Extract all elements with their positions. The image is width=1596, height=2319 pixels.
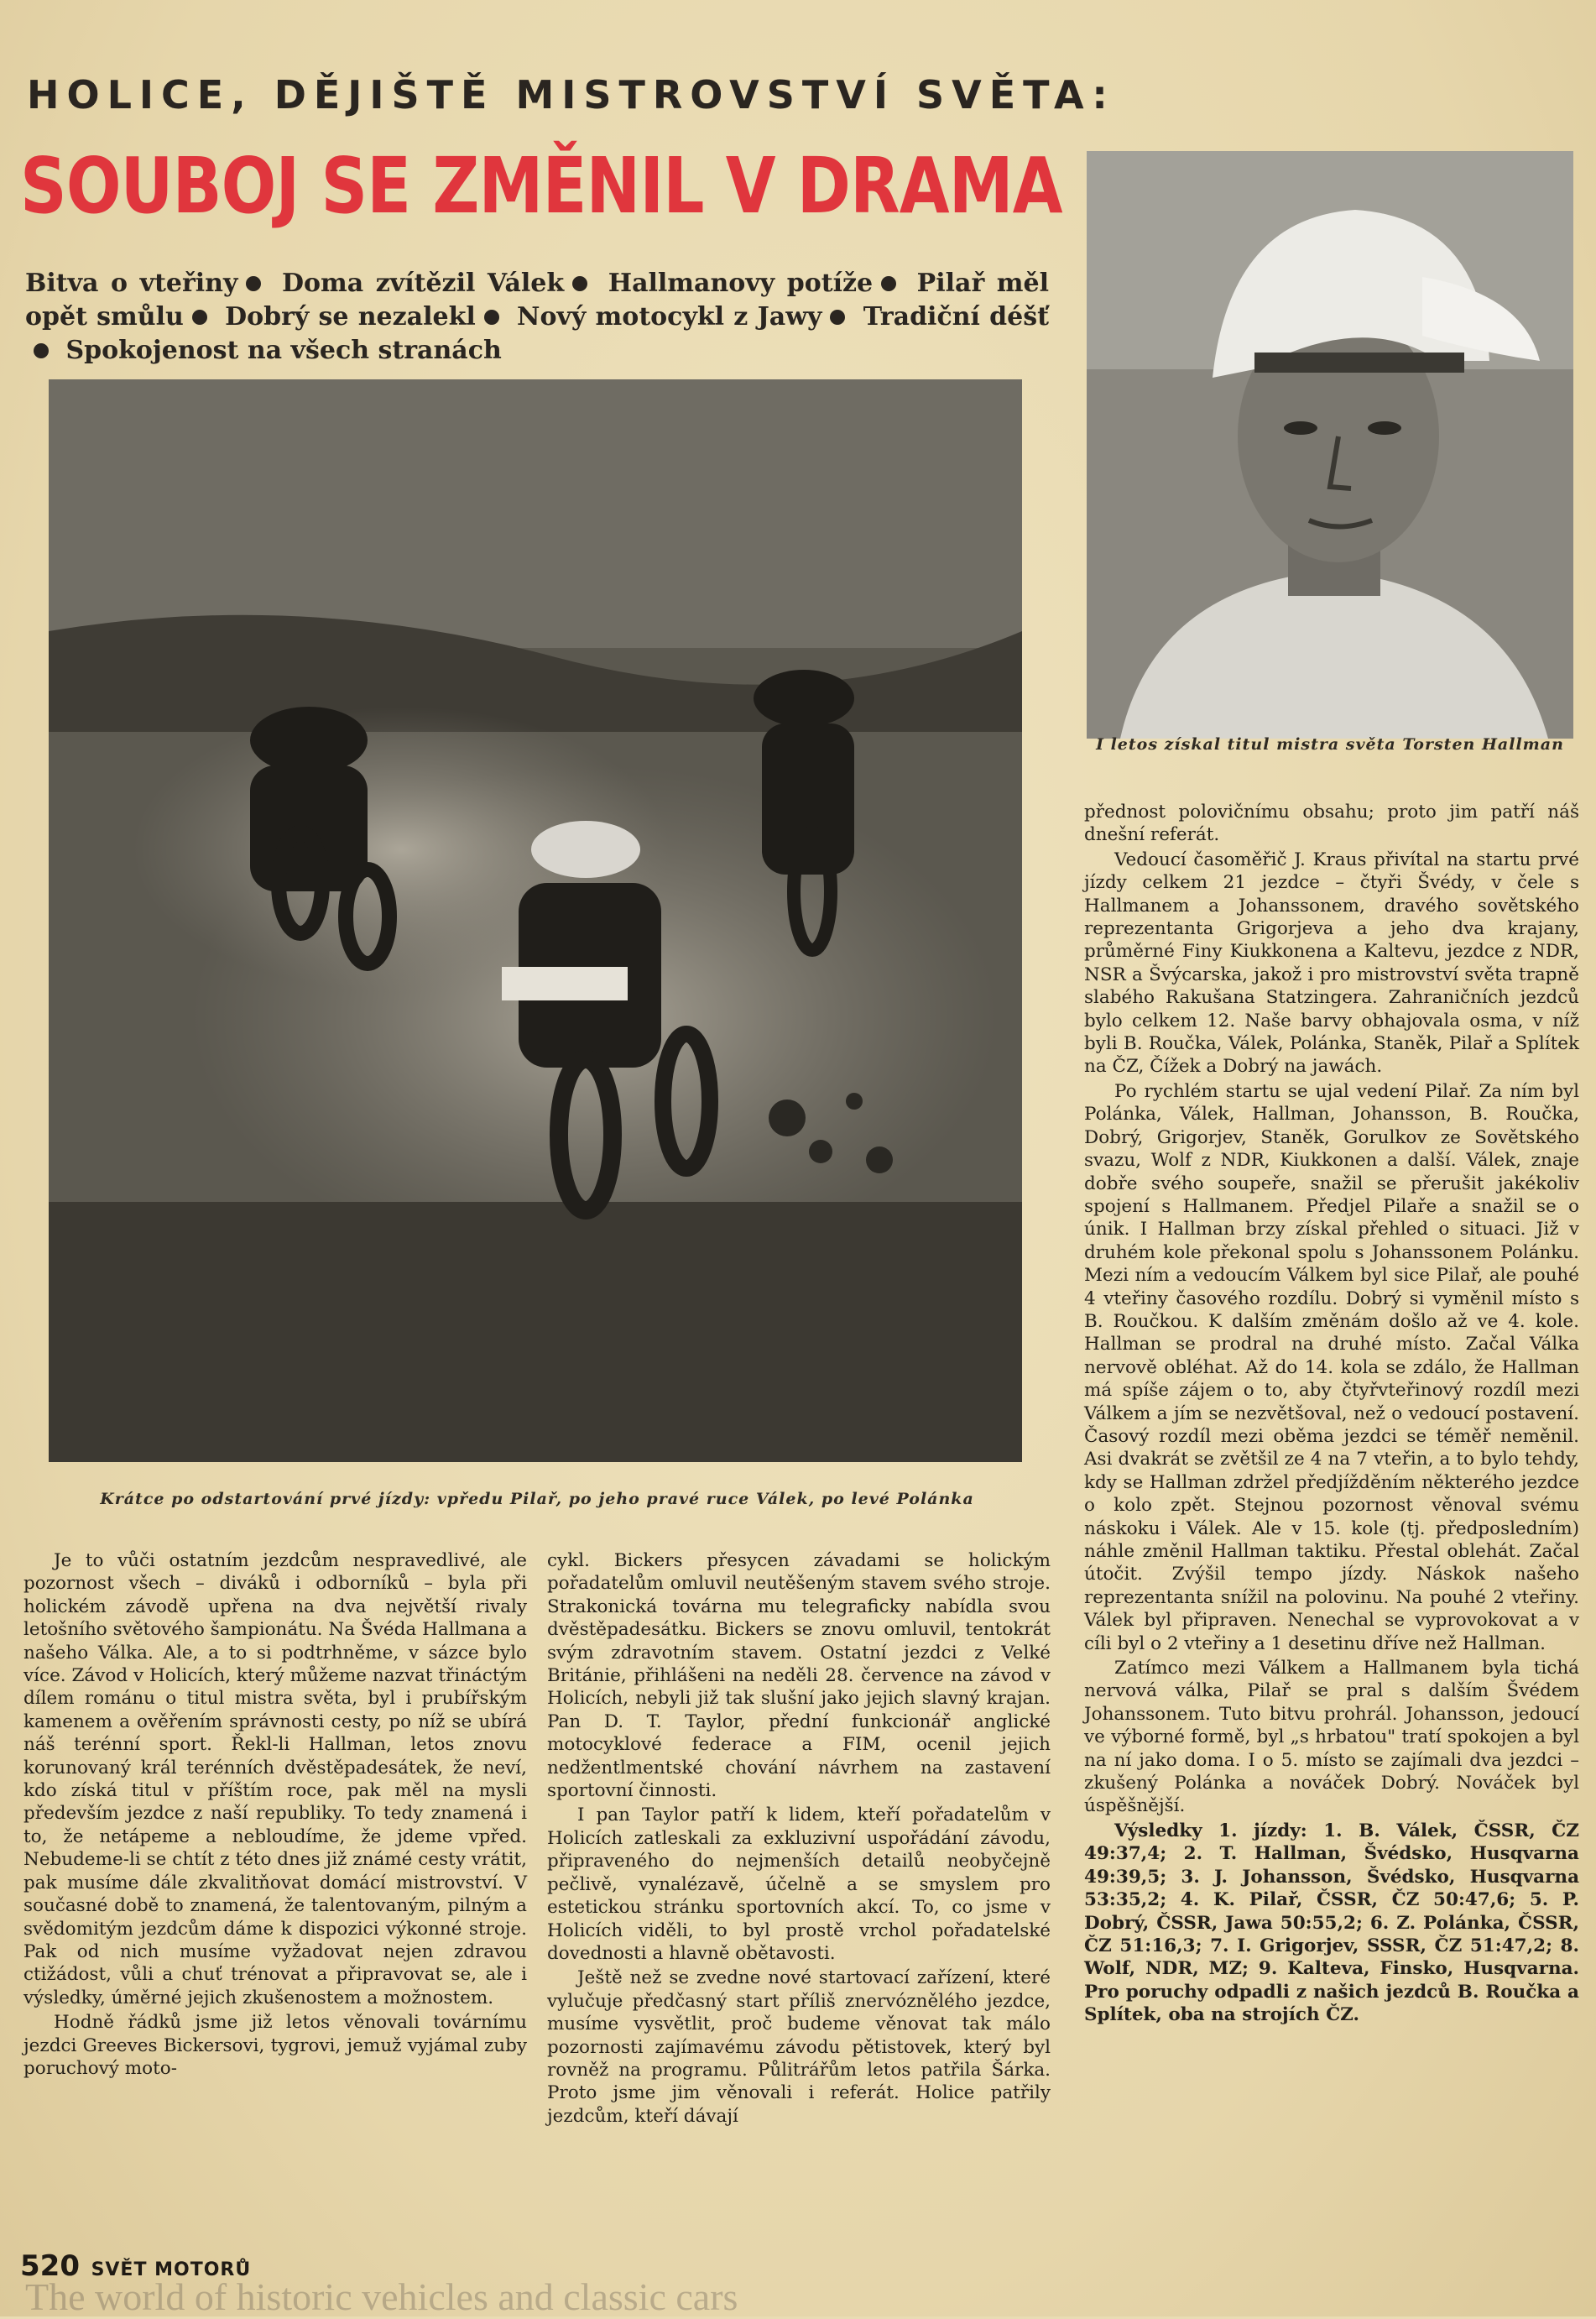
bullet-icon	[34, 343, 49, 358]
bullet-icon	[484, 310, 499, 325]
bullet-icon	[192, 310, 207, 325]
paragraph: cykl. Bickers přesycen závadami se holickým pořadatelům omluvil neutěšeným stavem svého stroje. Strakonická továrna mu telegraficky nabídla svou dvěstěpadesátku. Bickers se znovu omluvil, tentokrát svým zdravotním stavem. Ostatní jezdci z Velké Británie, přihlášeni na neděli 28. července na závod v Holicích, nebyli již tak slušní jako jejich slavný krajan. Pan D. T. Taylor, přední funkcionář anglické motocyklové federace a FIM, ocenil jejich nedžentlmentské chování návrhem na zastavení sportovní činnosti.	[547, 1550, 1051, 1802]
deck-item: Bitva o vteřiny	[25, 269, 238, 298]
watermark-tagline: The world of historic vehicles and classic cars	[25, 2275, 738, 2318]
bullet-icon	[830, 310, 845, 325]
article-column-3	[1084, 801, 1579, 2027]
paragraph: Vedoucí časoměřič J. Kraus přivítal na startu prvé jízdy celkem 21 jezdce – čtyři Švédy, v čele s Hallmanem a Johanssonem, dravého sovětského reprezentanta Grigorjeva a jeho dva krajany, průměrné Finy Kiukkonena a Kaltevu, jezdce z NDR, NSR a Švýcarska, jakož i pro mistrovství světa trapně slabého Rakušana Statzingera. Zahraničních jezdců bylo celkem 12. Naše barvy obhajovala osma, v níž byli B. Roučka, Válek, Polánka, Staněk, Pilař a Splítek na ČZ, Čížek a Dobrý na jawách.	[1084, 849, 1579, 1078]
paragraph: Po rychlém startu se ujal vedení Pilař. Za ním byl Polánka, Válek, Hallman, Johansson, B. Roučka, Dobrý, Grigorjev, Staněk, Gorulkov ze Sovětského svazu, Wolf z NDR, Kiukkonen a další. Válek, znaje dobře svého soupeře, snažil se přerušit jakékoliv spojení s Hallmanem. Předjel Pilaře a snažil se o únik. I Hallman brzy získal přehled o situaci. Již v druhém kole překonal spolu s Johanssonem Polánku. Mezi ním a vedoucím Válkem byl sice Pilař, ale pouhé 4 vteřiny časového rozdílu. Dobrý si vyměnil místo s B. Roučkou. K dalším změnám došlo až ve 4. kole. Hallman se prodral na druhé místo. Začal Válka nervově obléhat. Až do 14. kola se zdálo, že Hallman má spíše zájem o to, aby čtyřvteřinový rozdíl mezi Válkem a jím se nezvětšoval, než o vedoucí postavení. Časový rozdíl mezi oběma jezdci se téměř neměnil. Asi dvakrát se zvětšil ze 4 na 7 vteřin, a to bylo tehdy, kdy se Hallman zdržel předjížděním některého jezdce o kolo zpět. Stejnou pozornost věnoval svému náskoku i Válek. Ale v 15. kole (tj. předposledním) náhle změnil Hallman taktiku. Přestal oblehát. Začal útočit. Zvýšil tempo jízdy. Náskok našeho reprezentanta snížil na polovinu. Na pouhé 2 vteřiny. Válek byl připraven. Nenechal se vyprovokovat a v cíli byl o 2 vteřiny a 1 desetinu dříve než Hallman.	[1084, 1080, 1579, 1654]
paragraph: přednost polovičnímu obsahu; proto jim patří náš dnešní referát.	[1084, 802, 1579, 846]
deck-item: Hallmanovy potíže	[608, 269, 874, 298]
deck-item: Nový motocykl z Jawy	[517, 302, 822, 332]
deck-item: Dobrý se nezalekl	[225, 302, 476, 332]
race-results: Výsledky 1. jízdy: 1. B. Válek, ČSSR, ČZ 49:37,4; 2. T. Hallman, Švédsko, Husqvarna 49:39,5; 3. J. Johansson, Švédsko, Husqvarna 53:35,2; 4. K. Pilař, ČSSR, ČZ 50:47,6; 5. P. Dobrý, ČSSR, Jawa 50:55,2; 6. Z. Polánka, ČSSR, ČZ 51:16,3; 7. I. Grigorjev, SSSR, ČZ 51:47,2; 8. Wolf, NDR, MZ; 9. Kalteva, Finsko, Husqvarna. Pro poruchy odpadli z našich jezdců B. Roučka a Splítek, oba na strojích ČZ.	[1084, 1820, 1579, 2026]
portrait-photo	[1087, 151, 1573, 739]
bullet-icon	[246, 276, 261, 291]
portrait-illustration	[1087, 151, 1573, 739]
deck-item: Doma zvítězil Válek	[281, 269, 565, 298]
paragraph: Je to vůči ostatním jezdcům nespravedlivé, ale pozornost všech – diváků i odborníků – byla při holickém závodě upřena na dva největší rivaly letošního světového šampionátu. Na Švéda Hallmana a našeho Válka. Ale, a to si podtrhněme, v sázce bylo více. Závod v Holicích, který můžeme nazvat třináctým dílem románu o titul mistra světa, byl i prubířským kamenem a ověřením správnosti cesty, po níž se ubírá náš terénní sport. Řekl-li Hallman, letos znovu korunovaný král terénních dvěstěpadesátek, že neví, kdo získá titul v příštím roce, pak měl na mysli především jezdce z naší republiky. To tedy znamená i to, že netápeme a nebloudíme, že jdeme vpřed. Nebudeme-li se chtít z této dnes již známé cesty vrátit, pak musíme dále zkvalitňovat domácí mistrovství. V současné době to znamená, že talentovaným, pilným a svědomitým jezdcům dáme k dispozici výkonné stroje. Pak od nich musíme vyžadovat nejen zdravou ctižádost, vůli a chuť trénovat a připravovat se, ale i výsledky, úměrné jejich zkušenostem a možnostem.	[23, 1550, 527, 2008]
deck-item: Spokojenost na všech stranách	[65, 336, 502, 365]
paragraph: I pan Taylor patří k lidem, kteří pořadatelům v Holicích zatleskali za exkluzivní uspořádání závodu, připraveného do nejmenších detailů neobyčejně pečlivě, vynalézavě, účelně a se smyslem pro estetickou stránku sportovních akcí. To, co jsme v Holicích viděli, to byl prostě vrchol pořadatelské dovednosti a hlavně obětavosti.	[547, 1805, 1051, 1964]
main-photo-caption: Krátce po odstartování prvé jízdy: vpředu Pilař, po jeho pravé ruce Válek, po levé Polánka	[100, 1490, 974, 1508]
page-footer	[20, 2249, 524, 2283]
paragraph: Hodně řádků jsme již letos věnovali továrnímu jezdci Greeves Bickersovi, tygrovi, jemuž vyjámal zuby poruchový moto-	[23, 2012, 527, 2079]
portrait-caption: I letos získal titul mistra světa Torsten Hallman	[1096, 735, 1564, 754]
bullet-icon	[572, 276, 587, 291]
page-number: 520	[20, 2249, 80, 2283]
race-photo	[49, 379, 1022, 1462]
article-column-1	[23, 1549, 527, 2080]
race-photo-illustration	[49, 379, 1022, 1462]
bullet-icon	[881, 276, 896, 291]
deck-summary	[25, 267, 1049, 368]
article-column-2	[547, 1549, 1051, 2128]
headline: SOUBOJ SE ZMĚNIL V DRAMA	[20, 141, 1062, 231]
paragraph: Zatímco mezi Válkem a Hallmanem byla tichá nervová válka, Pilař se pral s dalším Švédem Johanssonem. Tuto bitvu prohrál. Johansson, jedoucí ve výborné formě, byl „s hrbatou" tratí spokojen a byl na ní jako doma. I o 5. místo se zajímali dva jezdci – zkušený Polánka a nováček Dobrý. Nováček byl úspěšnější.	[1084, 1658, 1579, 1817]
deck-item: Pilař měl opět smůlu	[25, 269, 1050, 332]
paragraph: Ještě než se zvedne nové startovací zařízení, které vylučuje předčasný start příliš znervóznělého jezdce, musíme vysvětlit, proč budeme věnovat tak málo pozornosti zajímavému závodu pětistovek, který byl rovněž na programu. Půlitrářům letos patřila Šárka. Proto jsme jim věnovali i referát. Holice patřily jezdcům, kteří dávají	[547, 1967, 1051, 2127]
magazine-name: SVĚT MOTORŮ	[91, 2259, 252, 2280]
deck-item: Tradiční déšť	[863, 302, 1049, 332]
kicker-line: HOLICE, DĚJIŠTĚ MISTROVSTVÍ SVĚTA:	[27, 72, 1115, 118]
